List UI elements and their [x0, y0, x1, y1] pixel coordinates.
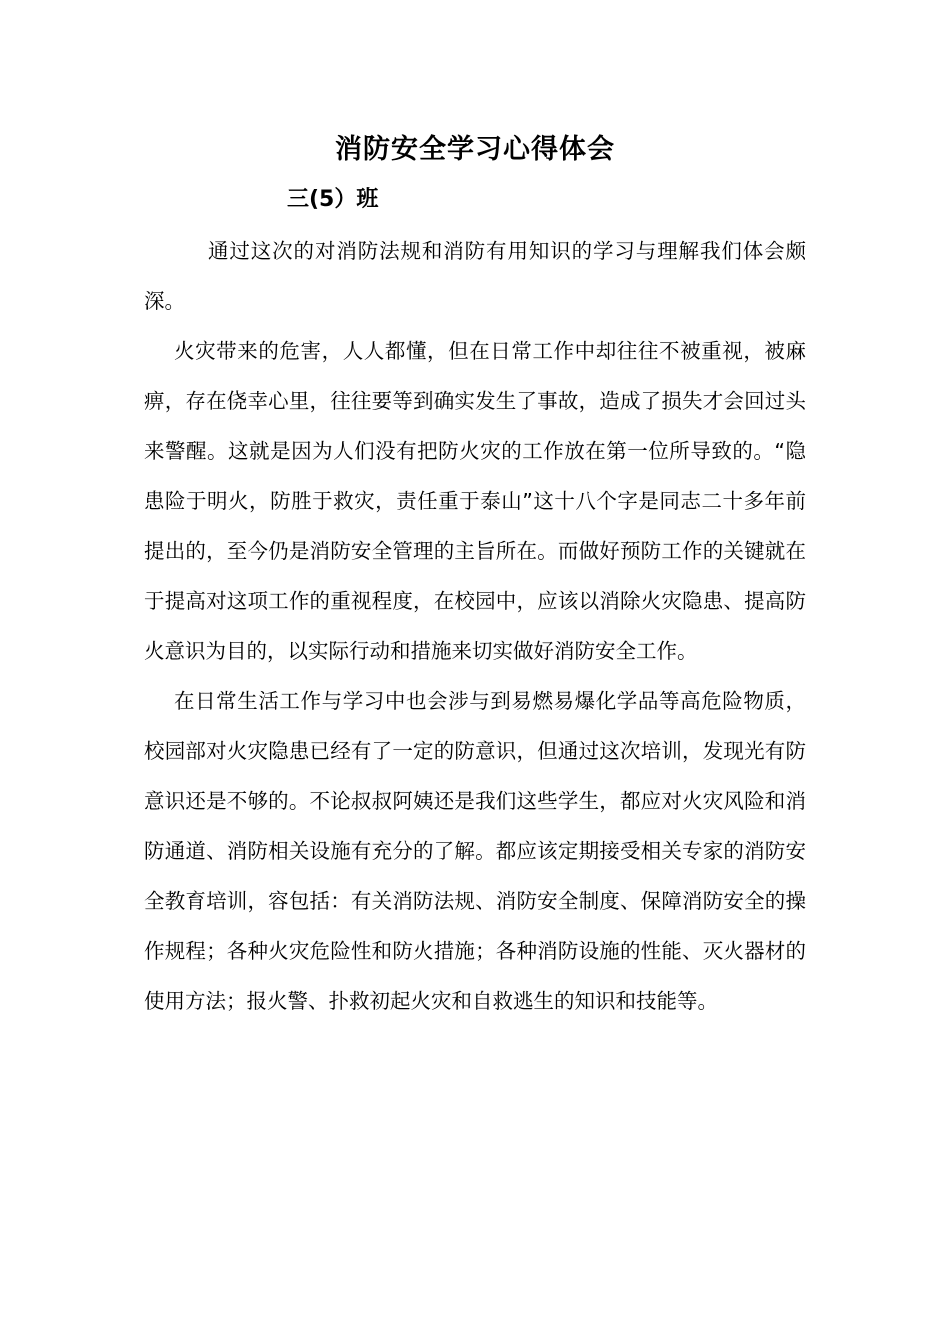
class-label: 三(5）班	[287, 187, 379, 212]
document-body	[144, 226, 806, 1026]
paragraph-1: 通过这次的对消防法规和消防有用知识的学习与理解我们体会颇深。	[144, 239, 806, 313]
paragraph-2: 火灾带来的危害，人人都懂，但在日常工作中却往往不被重视，被麻痹，存在侥幸心里，往往要等到确实发生了事故，造成了损失才会回过头来警醒。这就是因为人们没有把防火灾的工作放在第一位所导致的。“隐患险于明火，防胜于救灾，责任重于泰山”这十八个字是同志二十多年前提出的，至今仍是消防安全管理的主旨所在。而做好预防工作的关键就在于提高对这项工作的重视程度，在校园中，应该以消除火灾隐患、提高防火意识为目的，以实际行动和措施来切实做好消防安全工作。	[144, 339, 806, 663]
paragraph-3: 在日常生活工作与学习中也会涉与到易燃易爆化学品等高危险物质，校园部对火灾隐患已经有了一定的防意识，但通过这次培训，发现光有防意识还是不够的。不论叔叔阿姨还是我们这些学生，都应对火灾风险和消防通道、消防相关设施有充分的了解。都应该定期接受相关专家的消防安全教育培训，容包括：有关消防法规、消防安全制度、保障消防安全的操作规程；各种火灾危险性和防火措施；各种消防设施的性能、灭火器材的使用方法；报火警、扑救初起火灾和自救逃生的知识和技能等。	[144, 689, 806, 1013]
document-title: 消防安全学习心得体会	[335, 134, 615, 165]
